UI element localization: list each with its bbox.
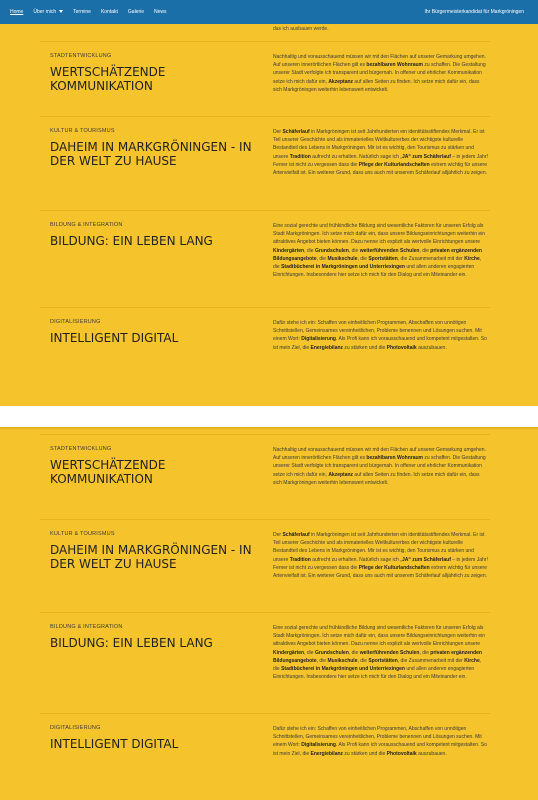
section-category: STADTENTWICKLUNG	[50, 53, 112, 59]
section-body: Dafür stehe ich ein: Schaffen von einheitlichen Programmen, Abschaffen von unnötigen Schnittstellen, Gemeinsames vereinheitlichen, Probleme benennen und Lösungen suchen. Mit einem Wort: Digitalisierung. Als Profi kann ich vorausschauend und kompetent mitgestalten. So ist mein Ziel, die Energiebilanz zu stärken und die Photovoltaik auszubauen.	[273, 320, 487, 351]
section-category: BILDUNG & INTEGRATION	[50, 624, 123, 630]
section-title: DAHEIM IN MARKGRÖNINGEN - IN DER WELT ZU HAUSE	[50, 543, 252, 571]
top-navbar	[0, 0, 538, 24]
section-category: DIGITALISIERUNG	[50, 725, 101, 731]
section-body: Dafür stehe ich ein: Schaffen von einheitlichen Programmen, Abschaffen von unnötigen Schnittstellen, Gemeinsames vereinheitlichen, Probleme benennen und Lösungen suchen. Mit einem Wort: Digitalisierung. Als Profi kann ich vorausschauend und kompetent mitgestalten. So ist mein Ziel, die Energiebilanz zu stärken und die Photovoltaik auszubauen.	[273, 726, 487, 757]
nav-item-termine[interactable]: Termine	[73, 9, 91, 15]
section-title: WERTSCHÄTZENDE KOMMUNIKATION	[50, 458, 166, 486]
nav-item-ueber-mich-label: Über mich	[33, 9, 57, 15]
nav-item-home[interactable]: Home	[10, 9, 24, 15]
nav-item-galerie[interactable]: Galerie	[127, 9, 145, 15]
section-title: BILDUNG: EIN LEBEN LANG	[50, 234, 213, 248]
section-title: INTELLIGENT DIGITAL	[50, 737, 179, 751]
nav-item-news[interactable]: News	[154, 9, 167, 15]
section-stadtentwicklung	[40, 434, 490, 520]
nav-item-kontakt[interactable]: Kontakt	[100, 9, 118, 15]
chevron-down-icon	[59, 10, 63, 13]
section-title: INTELLIGENT DIGITAL	[50, 331, 179, 345]
section-category: STADTENTWICKLUNG	[50, 446, 112, 452]
section-title: DAHEIM IN MARKGRÖNINGEN - IN DER WELT ZU HAUSE	[50, 140, 252, 168]
section-category: BILDUNG & INTEGRATION	[50, 222, 123, 228]
section-body: Nachhaltig und vorausschauend müssen wir mit den Flächen auf unserer Gemarkung umgehen. Auf unseren innerörtlichen Flächen gilt es bezahlbaren Wohnraum zu schaffen. Die Gestaltung unserer Stadt verfolgte ich transparent und bürgernah. In offener und ehrlicher Kommunikation setze ich mich dafür ein, Akzeptanz auf allen Seiten zu finden. Ich setze mich dafür ein, dass sich Markgröningen weiterhin lebenswert entwickelt.	[273, 54, 486, 93]
content-panel-1	[0, 24, 538, 406]
section-body: Nachhaltig und vorausschauend müssen wir mit den Flächen auf unserer Gemarkung umgehen. Auf unseren innerörtlichen Flächen gilt es bezahlbaren Wohnraum zu schaffen. Die Gestaltung unserer Stadt verfolgte ich transparent und bürgernah. In offener und ehrlicher Kommunikation setze ich mich dafür ein, Akzeptanz auf allen Seiten zu finden. Ich setze mich dafür ein, dass sich Markgröningen weiterhin lebenswert entwickelt.	[273, 447, 486, 486]
section-bildung-integration	[40, 210, 490, 307]
section-category: KULTUR & TOURISMUS	[50, 531, 115, 537]
intro-tail-text: das ich ausbauen werde.	[273, 26, 329, 32]
section-title: BILDUNG: EIN LEBEN LANG	[50, 636, 213, 650]
section-title: WERTSCHÄTZENDE KOMMUNIKATION	[50, 65, 166, 93]
section-body: Eine sozial gerechte und frühkindliche Bildung sind wesentliche Faktoren für unseren Erfolg als Stadt Markgröningen. Ich setze mich dafür ein, dass unsere Bildungseinrichtungen weiterhin ein attraktives Angebot bieten können. Dazu nenne ich explizit als wertvolle Einrichtungen unsere Kindergärten, die Grundschulen, die weiterführenden Schulen, die privaten ergänzenden Bildungsangebote, die Musikschule, die Sportstätten, die Zusammenarbeit mit der Kirche, die Stadtbücherei in Markgröningen und Unterriexingen und allen anderen engagierten Einrichtungen. Insbesondere hier setze ich mich für den Dialog und ein Miteinander ein.	[273, 625, 486, 681]
section-body: Der Schäferlauf in Markgröningen ist seit Jahrhunderten ein identitätsstiftendes Merkmal. Er ist Teil unserer Geschichte und als immaterielles Weltkulturerbes der wichtigste kulturelle Bestandteil des Lebens in Markgröningen. Mir ist es wichtig, den Tourismus zu stärken und unsere Tradition aufrecht zu erhalten. Natürlich sage ich „JA“ zum Schäferlauf – in jedem Jahr! Ferner ist nicht zu vergessen dass die Pflege der Kulturlandschaften extrem wichtig für unsere Artenvielfalt ist. Ein weiterer Grund, dass uns auch mit unserem Schäferlauf alljährlich zu zeigen.	[273, 129, 488, 177]
section-category: KULTUR & TOURISMUS	[50, 128, 115, 134]
section-stadtentwicklung	[40, 41, 490, 116]
section-body: Eine sozial gerechte und frühkindliche Bildung sind wesentliche Faktoren für unseren Erfolg als Stadt Markgröningen. Ich setze mich dafür ein, dass unsere Bildungseinrichtungen weiterhin ein attraktives Angebot bieten können. Dazu nenne ich explizit als wertvolle Einrichtungen unsere Kindergärten, die Grundschulen, die weiterführenden Schulen, die privaten ergänzenden Bildungsangebote, die Musikschule, die Sportstätten, die Zusammenarbeit mit der Kirche, die Stadtbücherei in Markgröningen und Unterriexingen und allen anderen engagierten Einrichtungen. Insbesondere hier setze ich mich für den Dialog und ein Miteinander ein.	[273, 223, 486, 279]
section-digitalisierung	[40, 307, 490, 398]
section-body: Der Schäferlauf in Markgröningen ist seit Jahrhunderten ein identitätsstiftendes Merkmal. Er ist Teil unserer Geschichte und als immaterielles Weltkulturerbes der wichtigste kulturelle Bestandteil des Lebens in Markgröningen. Mir ist es wichtig, den Tourismus zu stärken und unsere Tradition aufrecht zu erhalten. Natürlich sage ich „JA“ zum Schäferlauf – in jedem Jahr! Ferner ist nicht zu vergessen dass die Pflege der Kulturlandschaften extrem wichtig für unsere Artenvielfalt ist. Ein weiterer Grund, dass uns auch mit unserem Schäferlauf alljährlich zu zeigen.	[273, 532, 488, 580]
page-gap	[0, 406, 538, 427]
section-kultur-tourismus	[40, 519, 490, 613]
section-kultur-tourismus	[40, 116, 490, 211]
panel-shadow	[0, 427, 538, 430]
section-bildung-integration	[40, 612, 490, 715]
site-tagline[interactable]: Ihr Bürgermeisterkandidat für Markgröningen	[424, 9, 524, 15]
section-category: DIGITALISIERUNG	[50, 319, 101, 325]
content-panel-2	[0, 427, 538, 800]
section-digitalisierung	[40, 713, 490, 794]
nav-item-ueber-mich[interactable]	[33, 9, 63, 15]
